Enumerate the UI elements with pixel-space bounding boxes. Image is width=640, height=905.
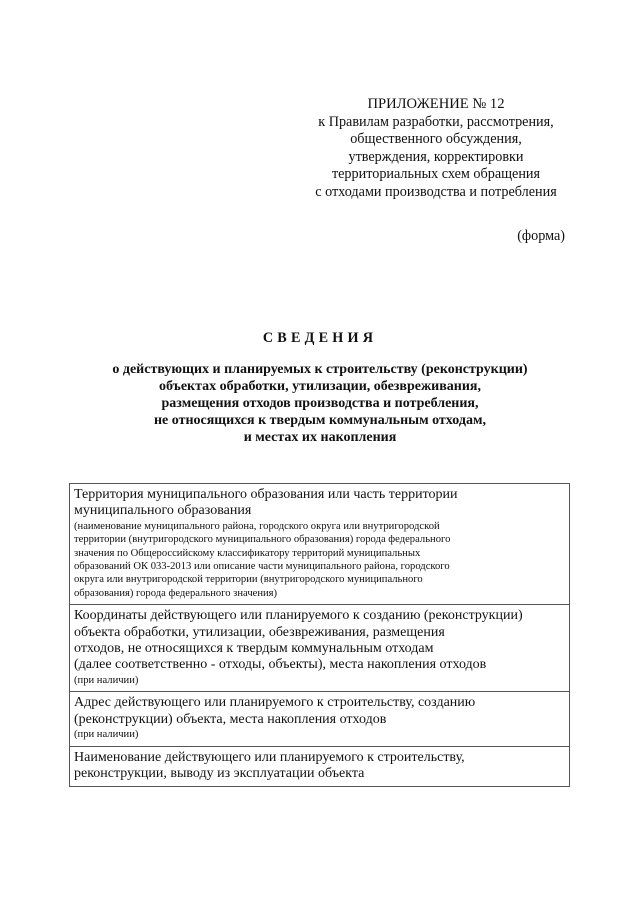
appendix-number: ПРИЛОЖЕНИЕ № 12	[367, 96, 505, 112]
appendix-reference-line: территориальных схем обращения	[331, 166, 541, 183]
table-cell-object-name	[70, 746, 570, 787]
subtitle-line: о действующих и планируемых к строительству (реконструкции)	[112, 362, 528, 377]
row-label: Адрес действующего или планируемого к строительству, созданию (реконструкции) объекта, места накопления отходов	[74, 695, 476, 727]
table-cell-territory	[70, 484, 570, 605]
subtitle-line: не относящихся к твердым коммунальным отходам,	[153, 413, 486, 428]
table-cell-address	[70, 692, 570, 746]
table-row	[70, 692, 570, 746]
table-cell-coordinates	[70, 605, 570, 692]
form-note: (форма)	[517, 228, 565, 244]
appendix-reference-line: к Правилам разработки, рассмотрения,	[318, 113, 554, 130]
document-title: СВЕДЕНИЯ	[262, 330, 378, 346]
form-table	[69, 483, 570, 787]
document-subtitle	[0, 361, 640, 446]
row-label: Территория муниципального образования или часть территории муниципального образования	[74, 487, 458, 519]
subtitle-line: и местах их накопления	[243, 430, 397, 445]
table-row	[70, 484, 570, 605]
row-label: Координаты действующего или планируемого к созданию (реконструкции) объекта обработки, утилизации, обезвреживания, размещения отходов, не относящихся к твердым коммунальным отходам (далее соответственно - отходы, объекты), места накопления отходов	[74, 608, 523, 673]
row-label: Наименование действующего или планируемого к строительству, реконструкции, выводу из эксплуатации объекта	[74, 749, 465, 781]
table-row	[70, 746, 570, 787]
subtitle-line: размещения отходов производства и потребления,	[161, 396, 479, 411]
row-hint: (наименование муниципального района, городского округа или внутригородской территории (внутригородского муниципального образования) города федерального значения по Общероссийскому классификатору территорий муниципальных образований ОК 033-2013 или описание части муниципального района, городского округа или внутригородской территории (внутригородского муниципального образования) города федерального значения)	[74, 520, 451, 599]
appendix-reference-line: общественного обсуждения,	[350, 131, 522, 148]
appendix-header	[300, 96, 572, 202]
row-hint: (при наличии)	[74, 729, 139, 741]
appendix-reference-line: с отходами производства и потребления	[315, 183, 557, 200]
row-hint: (при наличии)	[74, 674, 139, 686]
table-row	[70, 605, 570, 692]
subtitle-line: объектах обработки, утилизации, обезвреживания,	[159, 379, 481, 394]
appendix-reference-line: утверждения, корректировки	[348, 148, 524, 165]
